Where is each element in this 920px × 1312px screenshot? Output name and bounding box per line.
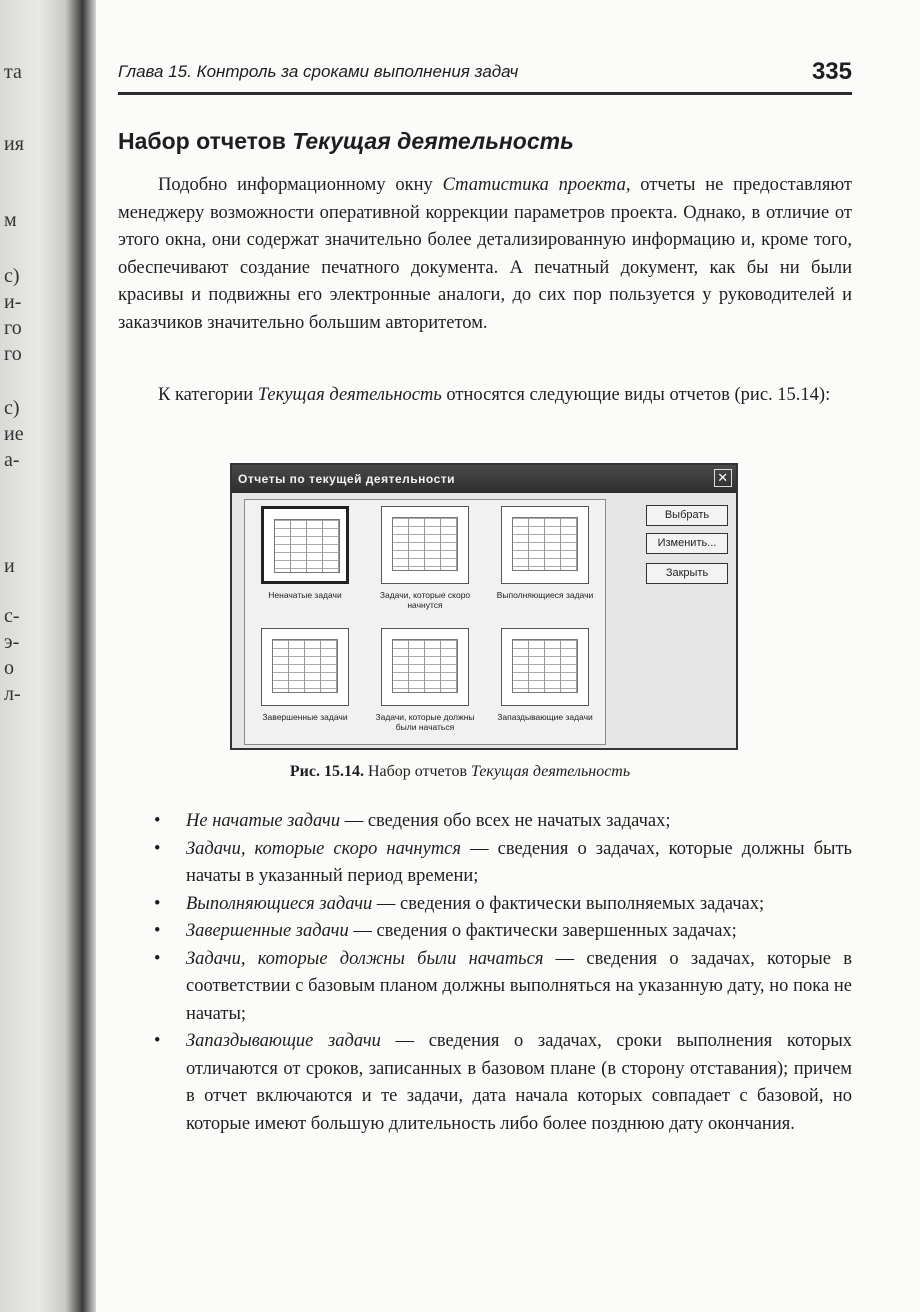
select-button[interactable]: Выбрать [646,505,728,526]
dialog-title: Отчеты по текущей деятельности [238,472,455,486]
list-item-term: Выполняющиеся задачи [186,893,373,914]
edge-fragment: го [4,343,22,365]
figure-number: Рис. 15.14. [289,763,364,780]
paragraph-text: относятся следующие виды отчетов (рис. 15.14): [441,385,831,405]
edge-fragment: и [4,555,15,577]
list-item-text: — сведения о фактически выполняемых задачах; [372,893,765,914]
report-label: Завершенные задачи [262,712,348,722]
report-option-starting-soon[interactable] [369,502,481,620]
caption-term: Текущая деятельность [471,763,631,780]
list-item-term: Запаздывающие задачи [186,1031,381,1051]
section-title-italic: Текущая деятельность [292,128,574,154]
edge-fragment: с) [4,397,20,419]
edge-fragment: а- [4,449,20,471]
edge-fragment: м [4,209,17,231]
dialog-titlebar [232,465,736,493]
report-types-list [118,808,852,1138]
edge-fragment: л- [4,683,21,705]
edge-fragment: та [4,61,22,83]
reports-dialog [230,463,738,750]
figure-caption [0,763,920,781]
list-item-text: — сведения о фактически завершенных задачах; [348,921,737,941]
page-header [118,58,852,95]
list-item [118,808,852,836]
edge-fragment: го [4,317,22,339]
report-table-icon [501,628,589,706]
report-option-completed[interactable] [249,624,361,742]
list-item-text: — сведения о задачах, которые в соответствии с базовым планом должны выполняться на указанную дату, но пока не начаты; [186,948,852,1024]
list-item-term: Задачи, которые скоро начнутся [186,838,461,859]
report-table-icon [501,506,589,584]
report-option-not-started[interactable] [249,502,361,620]
list-item-text: — сведения о задачах, которые должны быть начаты в указанный период времени; [186,838,852,886]
report-label: Задачи, которые должны были начаться [375,712,475,732]
report-table-icon [381,628,469,706]
edge-fragment: и- [4,291,22,313]
paragraph-term: Текущая деятельность [257,385,442,405]
paragraph-term: Статистика проекта [442,175,626,195]
paragraph-intro [118,172,852,337]
paragraph-categories [118,382,852,410]
list-item-term: Завершенные задачи [186,921,349,941]
report-table-icon [261,506,349,584]
running-title: Глава 15. Контроль за сроками выполнения задач [118,62,519,81]
page-number: 335 [811,58,852,85]
edge-fragment: с- [4,605,20,627]
list-item [118,918,852,946]
report-table-icon [261,628,349,706]
report-label: Запаздывающие задачи [497,712,593,722]
close-button[interactable]: Закрыть [646,563,728,584]
edge-fragment: ие [4,423,24,445]
list-item [118,891,852,919]
report-label: Выполняющиеся задачи [496,590,594,600]
list-item-term: Не начатые задачи [186,811,341,831]
caption-text: Набор отчетов [363,763,471,780]
report-label: Неначатые задачи [268,590,342,600]
paragraph-text: К категории [158,385,258,405]
list-item [118,946,852,1029]
edge-fragment: э- [4,631,20,653]
edge-fragment: ия [4,133,24,155]
book-spine-shadow [0,0,96,1312]
list-item [118,1028,852,1138]
section-title-plain: Набор отчетов [118,128,293,154]
report-option-slipping[interactable] [489,624,601,742]
list-item-text: — сведения о задачах, сроки выполнения которых отличаются от сроков, записанных в базовом плане (в сторону отставания); причем в отчет включаются и те задачи, дата начала которых совпадает с базовой, но которые имеют большую длительность либо более позднюю дату окончания. [186,1031,852,1134]
edge-fragment: с) [4,265,20,287]
report-option-in-progress[interactable] [489,502,601,620]
paragraph-text: , отчеты не предоставляют менеджеру возможности оперативной коррекции параметров проекта. Однако, в отличие от этого окна, они содержат значительно более детализированную информацию и, кроме того, обеспечивают создание печатного документа. А печатный документ, как бы ни были красивы и подвижны его электронные аналоги, до сих пор пользуется у руководителей и заказчиков значительно большим авторитетом. [118,175,852,333]
edit-button[interactable]: Изменить... [646,533,728,554]
report-thumbnails [244,499,606,745]
list-item [118,836,852,891]
report-table-icon [381,506,469,584]
paragraph-text: Подобно информационному окну [158,175,443,195]
list-item-text: — сведения обо всех не начатых задачах; [340,811,671,831]
report-label: Задачи, которые скоро начнутся [379,590,471,610]
section-title [118,128,574,155]
report-option-should-have-started[interactable] [369,624,481,742]
edge-fragment: о [4,657,14,679]
list-item-term: Задачи, которые должны были начаться [186,948,544,969]
close-icon[interactable]: ✕ [714,469,732,487]
